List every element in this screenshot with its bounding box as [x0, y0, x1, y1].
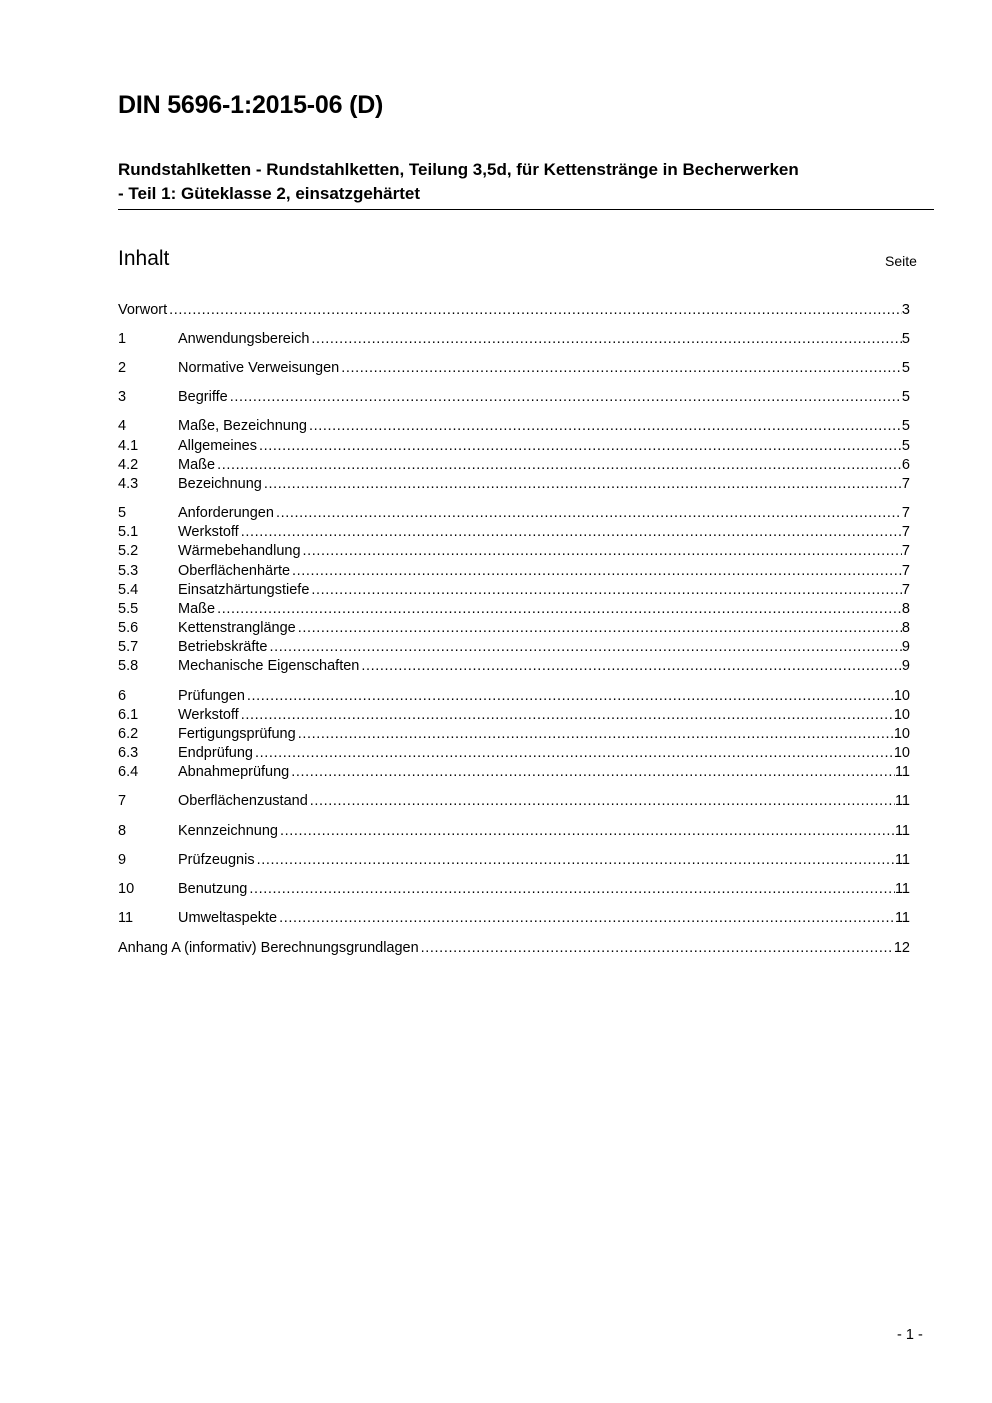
toc-entry-title: Vorwort: [118, 302, 168, 318]
toc-entry[interactable]: [118, 909, 910, 928]
toc-entry-number: 4.1: [118, 438, 139, 454]
toc-entry-number: 5.3: [118, 563, 139, 579]
toc-entry-page: 10: [893, 726, 910, 742]
toc-entry-title: Oberflächenhärte: [178, 563, 291, 579]
toc-entry[interactable]: [118, 475, 910, 494]
toc-entry-page: 11: [894, 793, 910, 809]
toc-entry[interactable]: [118, 880, 910, 899]
toc-entry[interactable]: [118, 706, 910, 725]
document-id: DIN 5696-1:2015-06 (D): [118, 91, 384, 119]
toc-entry[interactable]: [118, 687, 910, 706]
toc-entry-number: 5.6: [118, 620, 139, 636]
toc-dot-leader: [259, 437, 902, 456]
toc-entry-page: 11: [894, 881, 910, 897]
toc-entry-title: Oberflächenzustand: [178, 793, 308, 809]
toc-entry-page: 3: [901, 302, 910, 318]
toc-entry-page: 7: [901, 582, 910, 598]
toc-dot-leader: [280, 822, 895, 841]
toc-entry-number: 9: [118, 852, 127, 868]
toc-entry-number: 5.1: [118, 524, 139, 540]
toc-entry[interactable]: [118, 437, 910, 456]
toc-entry-page: 5: [901, 418, 910, 434]
toc-entry[interactable]: [118, 417, 910, 436]
toc-entry-page: 11: [894, 910, 910, 926]
toc-dot-leader: [311, 581, 902, 600]
toc-entry-title: Fertigungsprüfung: [178, 726, 296, 742]
toc-dot-leader: [311, 330, 902, 349]
toc-entry[interactable]: [118, 657, 910, 676]
toc-entry-page: 6: [901, 457, 910, 473]
toc-entry-title: Kennzeichnung: [178, 823, 278, 839]
toc-entry[interactable]: [118, 456, 910, 475]
toc-dot-leader: [279, 909, 895, 928]
toc-entry-page: 11: [894, 823, 910, 839]
toc-entry-page: 11: [894, 764, 910, 780]
toc-entry-title: Normative Verweisungen: [178, 360, 340, 376]
toc-entry-page: 10: [893, 707, 910, 723]
toc-dot-leader: [310, 792, 895, 811]
toc-entry[interactable]: [118, 638, 910, 657]
toc-dot-leader: [276, 504, 902, 523]
toc-entry-title: Bezeichnung: [178, 476, 262, 492]
toc-dot-leader: [241, 523, 902, 542]
toc-entry-page: 5: [901, 360, 910, 376]
toc-entry-number: 10: [118, 881, 135, 897]
toc-entry-number: 1: [118, 331, 127, 347]
toc-entry[interactable]: [118, 939, 910, 958]
toc-entry-title: Werkstoff: [178, 524, 239, 540]
toc-entry-title: Begriffe: [178, 389, 228, 405]
toc-entry-number: 5: [118, 505, 127, 521]
toc-entry[interactable]: [118, 542, 910, 561]
toc-entry-number: 4: [118, 418, 127, 434]
toc-entry[interactable]: [118, 744, 910, 763]
toc-entry-page: 7: [901, 563, 910, 579]
toc-entry-title: Umweltaspekte: [178, 910, 278, 926]
toc-entry-page: 9: [901, 658, 910, 674]
toc-entry-title: Abnahmeprüfung: [178, 764, 290, 780]
toc-entry-number: 5.2: [118, 543, 139, 559]
toc-entry-title: Benutzung: [178, 881, 248, 897]
toc-entry-number: 6.2: [118, 726, 139, 742]
toc-entry-page: 5: [901, 331, 910, 347]
toc-entry[interactable]: [118, 523, 910, 542]
toc-entry-page: 8: [901, 601, 910, 617]
toc-dot-leader: [230, 388, 902, 407]
toc-entry-page: 7: [901, 524, 910, 540]
toc-entry-title: Endprüfung: [178, 745, 253, 761]
toc-entry-page: 11: [894, 852, 910, 868]
toc-dot-leader: [217, 600, 902, 619]
toc-entry-page: 7: [901, 505, 910, 521]
toc-dot-leader: [257, 851, 895, 870]
toc-entry[interactable]: [118, 822, 910, 841]
toc-entry-number: 2: [118, 360, 127, 376]
toc-dot-leader: [421, 939, 894, 958]
toc-entry-title: Maße: [178, 601, 216, 617]
toc-entry-title: Prüfungen: [178, 688, 245, 704]
toc-entry-number: 8: [118, 823, 127, 839]
toc-dot-leader: [341, 359, 902, 378]
page-number: - 1 -: [897, 1327, 923, 1343]
toc-entry-page: 12: [893, 940, 910, 956]
toc-entry-title: Maße: [178, 457, 216, 473]
toc-dot-leader: [264, 475, 902, 494]
toc-entry-page: 8: [901, 620, 910, 636]
toc-entry[interactable]: [118, 792, 910, 811]
toc-dot-leader: [361, 657, 902, 676]
toc-dot-leader: [169, 301, 902, 320]
toc-entry[interactable]: [118, 562, 910, 581]
toc-dot-leader: [298, 619, 902, 638]
toc-entry[interactable]: [118, 851, 910, 870]
toc-entry-title: Prüfzeugnis: [178, 852, 255, 868]
toc-entry-number: 5.8: [118, 658, 139, 674]
toc-entry-number: 4.2: [118, 457, 139, 473]
toc-entry-page: 7: [901, 543, 910, 559]
toc-entry[interactable]: [118, 504, 910, 523]
toc-dot-leader: [247, 687, 894, 706]
toc-entry-title: Anforderungen: [178, 505, 274, 521]
toc-entry-page: 9: [901, 639, 910, 655]
toc-entry-number: 5.7: [118, 639, 139, 655]
toc-page-column-label: Seite: [885, 253, 917, 269]
toc-dot-leader: [269, 638, 901, 657]
toc-dot-leader: [291, 763, 895, 782]
document-title-line: Rundstahlketten - Rundstahlketten, Teilung 3,5d, für Kettenstränge in Becherwerken: [118, 160, 799, 179]
toc-entry[interactable]: [118, 359, 910, 378]
toc-entry-title: Werkstoff: [178, 707, 239, 723]
toc-entry-page: 5: [901, 438, 910, 454]
toc-dot-leader: [241, 706, 894, 725]
toc-entry-title: Kettenstranglänge: [178, 620, 296, 636]
toc-entry-number: 3: [118, 389, 127, 405]
toc-dot-leader: [249, 880, 895, 899]
toc-entry[interactable]: [118, 763, 910, 782]
toc-entry-page: 5: [901, 389, 910, 405]
toc-entry[interactable]: [118, 619, 910, 638]
toc-entry[interactable]: [118, 301, 910, 320]
toc-dot-leader: [292, 562, 902, 581]
toc-dot-leader: [298, 725, 894, 744]
toc-entry-number: 7: [118, 793, 127, 809]
toc-entry-page: 10: [893, 745, 910, 761]
toc-entry-title: Wärmebehandlung: [178, 543, 301, 559]
toc-entry-title: Mechanische Eigenschaften: [178, 658, 360, 674]
toc-entry[interactable]: [118, 581, 910, 600]
toc-entry-number: 6.3: [118, 745, 139, 761]
toc-entry-title: Anhang A (informativ) Berechnungsgrundlagen: [118, 940, 419, 956]
toc-entry[interactable]: [118, 330, 910, 349]
toc-entry-page: 7: [901, 476, 910, 492]
toc-entry-number: 4.3: [118, 476, 139, 492]
toc-dot-leader: [303, 542, 902, 561]
document-title: [118, 158, 934, 210]
toc-entry[interactable]: [118, 725, 910, 744]
toc-entry-title: Anwendungsbereich: [178, 331, 310, 347]
toc-entry-title: Einsatzhärtungstiefe: [178, 582, 310, 598]
toc-entry-number: 6.4: [118, 764, 139, 780]
toc-entry-page: 10: [893, 688, 910, 704]
toc-entry-number: 11: [118, 910, 134, 926]
toc-entry[interactable]: [118, 600, 910, 619]
toc-entry-title: Betriebskräfte: [178, 639, 268, 655]
toc-entry-title: Maße, Bezeichnung: [178, 418, 307, 434]
toc-entry-number: 5.5: [118, 601, 139, 617]
toc-dot-leader: [309, 417, 902, 436]
toc-entry-number: 6: [118, 688, 127, 704]
toc-dot-leader: [217, 456, 902, 475]
document-title-line: - Teil 1: Güteklasse 2, einsatzgehärtet: [118, 184, 421, 203]
toc-dot-leader: [255, 744, 894, 763]
toc-entry-number: 5.4: [118, 582, 139, 598]
toc-entry-number: 6.1: [118, 707, 139, 723]
toc-heading: Inhalt: [118, 247, 170, 270]
toc-entry[interactable]: [118, 388, 910, 407]
toc-entry-title: Allgemeines: [178, 438, 257, 454]
